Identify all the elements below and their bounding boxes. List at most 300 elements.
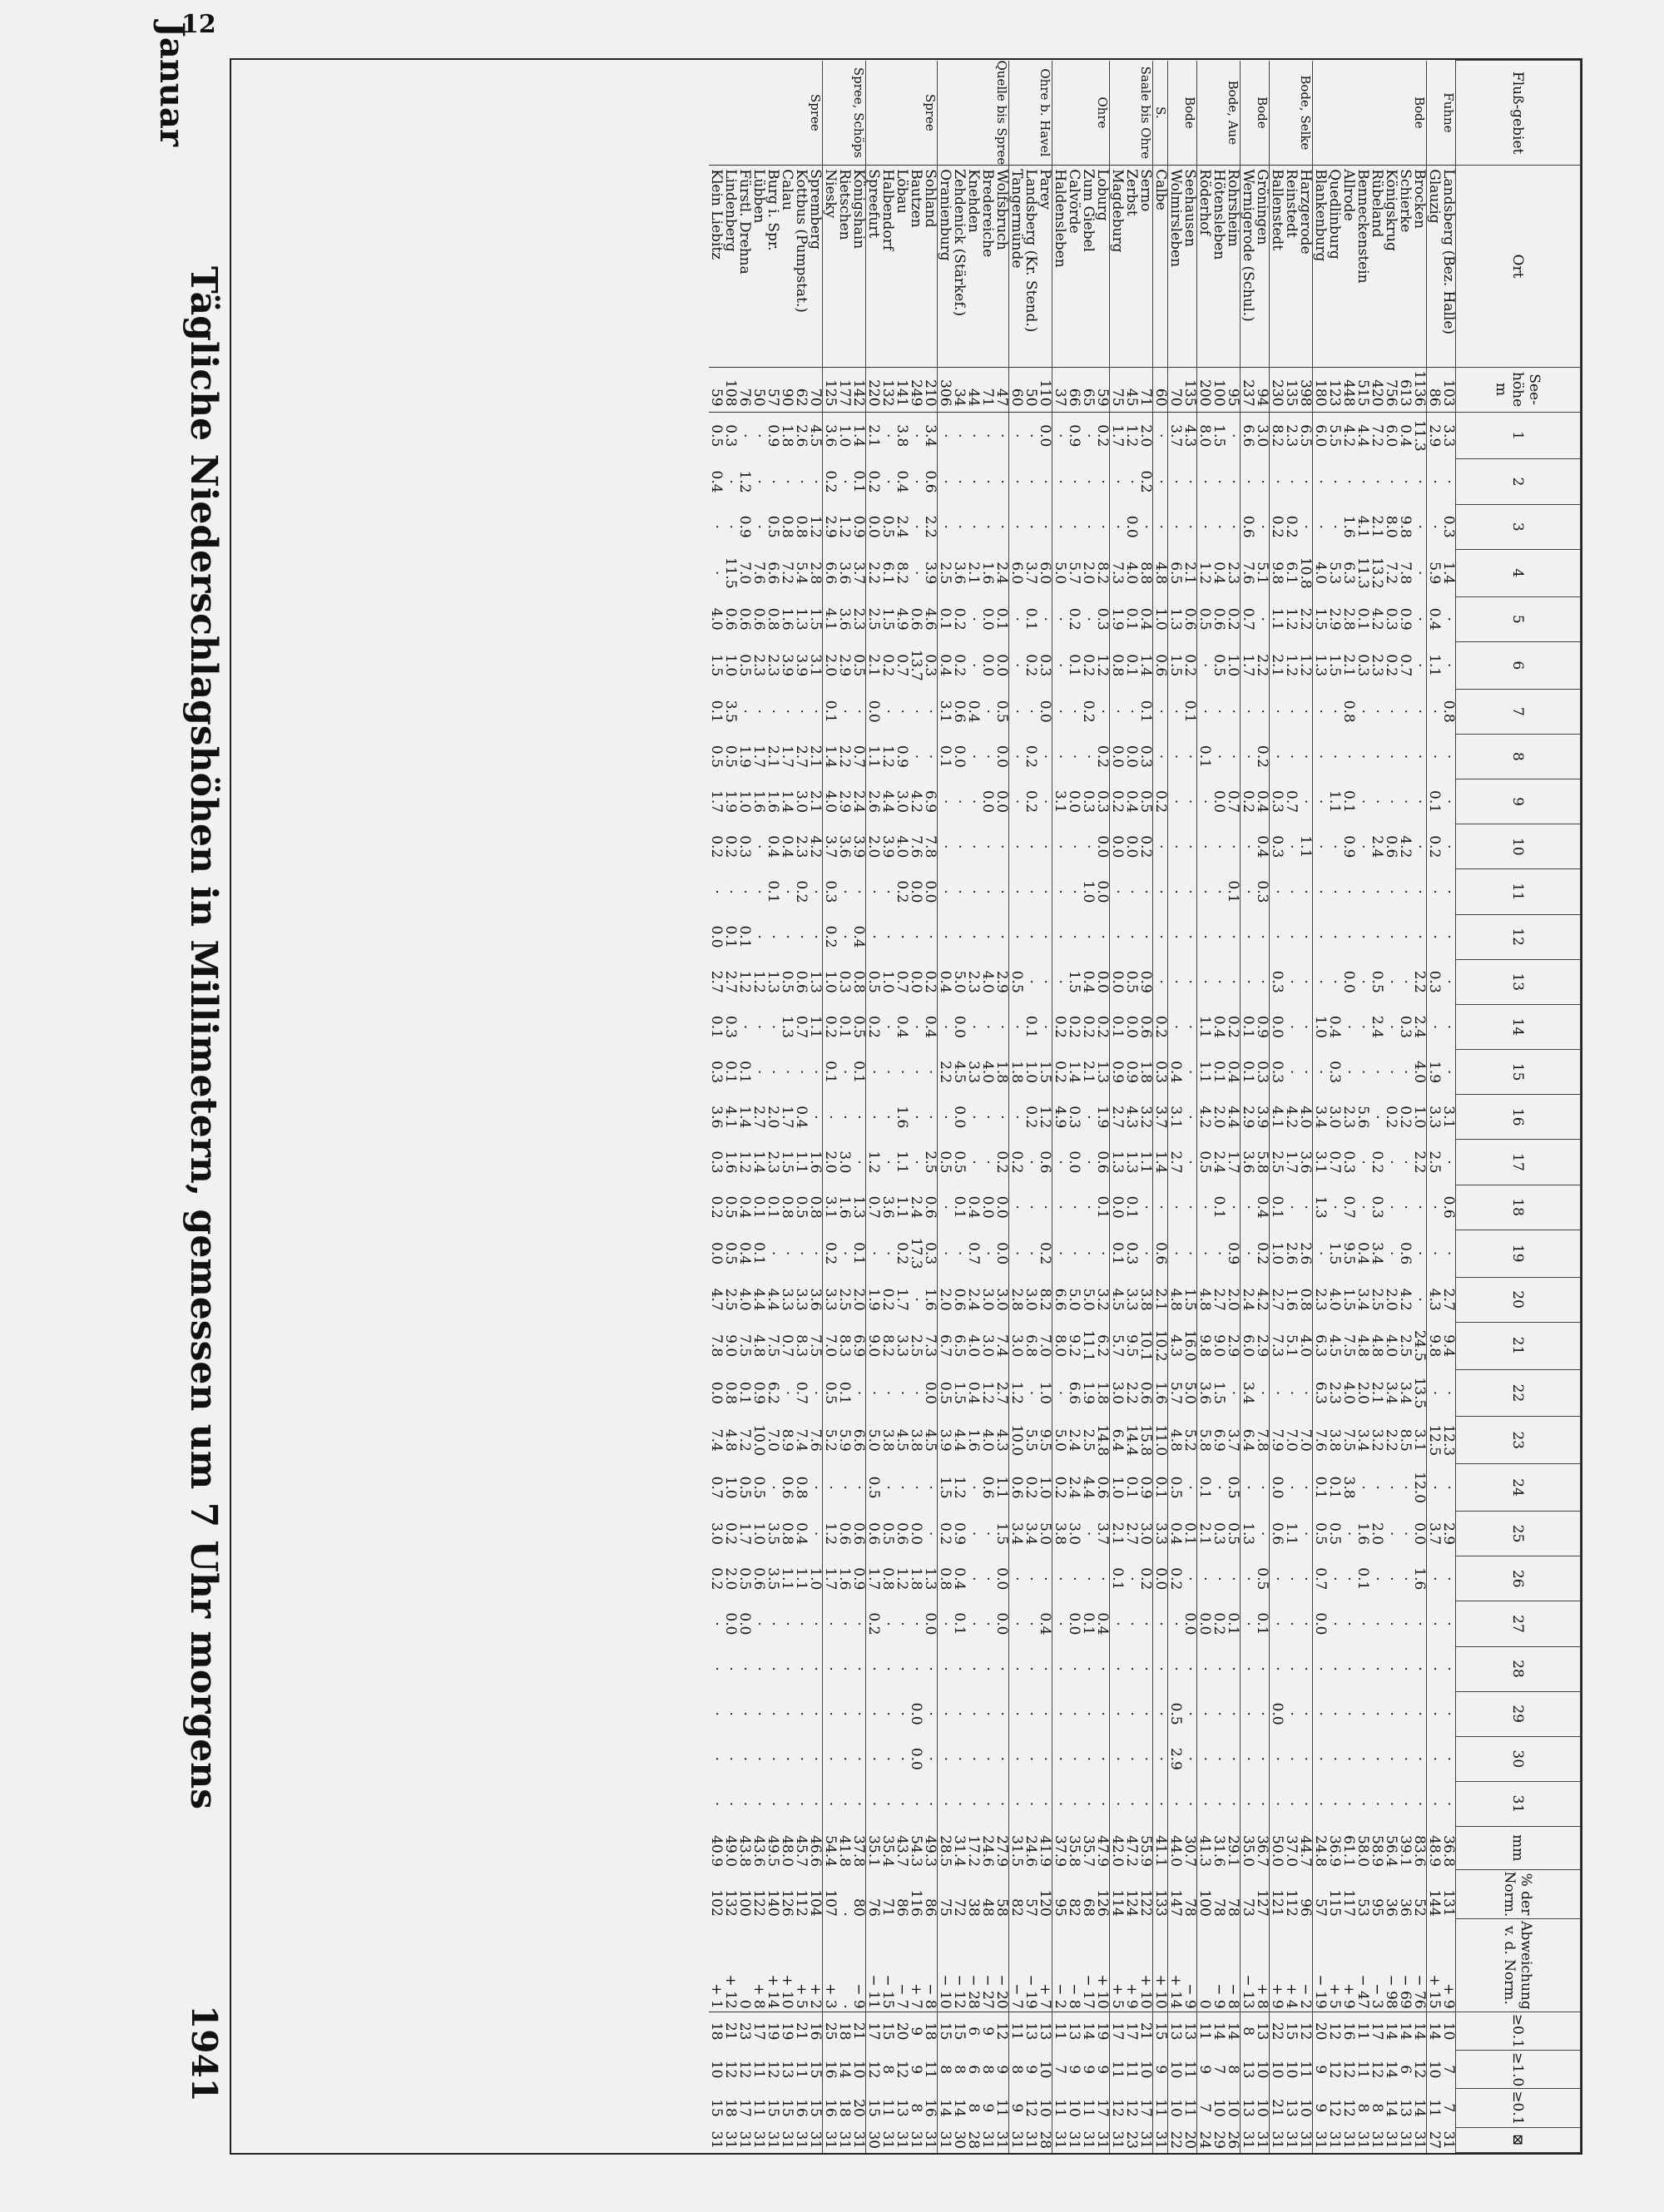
day-value: 4.3: [994, 1417, 1009, 1464]
day-value: 0.3: [1383, 607, 1399, 631]
day-value: 1.6: [722, 1151, 739, 1174]
day-value: ·: [1095, 914, 1110, 959]
day-value: ·: [1383, 1250, 1399, 1256]
day-value: ·: [979, 1250, 996, 1256]
day-value: ·: [994, 1004, 1009, 1049]
day-value: 1.1: [793, 1151, 810, 1174]
day-value: ·: [1226, 914, 1241, 959]
days-snow: 10: [1167, 2099, 1184, 2117]
day-value: ·: [793, 1801, 810, 1807]
percent-of-normal: 58: [994, 1869, 1009, 1919]
day-value: 3.8: [908, 1428, 924, 1452]
header-day-12: 12: [1456, 914, 1581, 959]
day-value: ·: [1397, 799, 1414, 804]
day-value: ·: [1153, 504, 1168, 549]
day-value: 6.5: [1298, 412, 1313, 459]
day-value: 0.3: [1211, 1522, 1227, 1546]
day-value: 0.2: [865, 470, 882, 493]
station-elevation: 76: [737, 367, 751, 412]
day-value: 2.2: [1412, 1140, 1427, 1185]
day-value: 1.7: [1240, 654, 1256, 677]
day-value: 3.7: [1023, 562, 1039, 585]
days-ge01: 15: [937, 2021, 953, 2041]
days-boxed: 31: [1080, 2130, 1097, 2150]
header-day-18: 18: [1456, 1185, 1581, 1230]
day-value: 0.5: [793, 1195, 810, 1219]
day-value: ·: [1383, 1621, 1399, 1626]
day-value: ·: [1211, 1250, 1227, 1256]
day-value: 0.8: [937, 1567, 953, 1591]
percent-of-normal: 124: [1123, 1889, 1140, 1917]
monthly-sum-mm: 48.0: [779, 1835, 795, 1868]
day-value: 4.8: [1167, 1288, 1184, 1311]
day-value: 4.0: [1383, 1334, 1399, 1358]
day-value: ·: [1412, 734, 1427, 779]
header-pct: % der Norm.: [1456, 1869, 1581, 1919]
day-value: 0.0: [1038, 689, 1052, 734]
day-value: ·: [1269, 1390, 1285, 1396]
days-snow: 7: [1196, 2103, 1213, 2113]
deviation-from-normal: − 8: [1226, 1919, 1241, 2012]
day-value: 0.2: [994, 1140, 1009, 1185]
station-elevation: 237: [1241, 367, 1255, 412]
day-value: ·: [1182, 869, 1197, 914]
flussgebiet-cell: [980, 61, 994, 166]
day-value: ·: [765, 1666, 781, 1671]
day-value: 0.3: [1153, 1050, 1168, 1095]
day-value: 3.0: [979, 1334, 996, 1358]
days-ge10: 7: [1052, 2065, 1068, 2075]
days-snow: 10: [1298, 2089, 1313, 2127]
day-value: 2.4: [1412, 1004, 1427, 1049]
day-value: ·: [1426, 1485, 1443, 1490]
day-value: 0.2: [1023, 745, 1039, 768]
station-elevation: 71: [980, 367, 994, 412]
day-value: ·: [1080, 1160, 1097, 1165]
day-value: ·: [1095, 1230, 1110, 1277]
day-value: ·: [793, 1756, 810, 1762]
day-value: ·: [1312, 1666, 1329, 1671]
day-value: 0.3: [923, 641, 938, 689]
day-value: ·: [879, 479, 896, 484]
day-value: 3.3: [822, 1288, 839, 1311]
day-value: 1.4: [1441, 549, 1456, 596]
day-value: 8.2: [1095, 549, 1110, 596]
day-value: ·: [1326, 1666, 1343, 1671]
deviation-from-normal: ·: [837, 1919, 851, 2012]
day-value: 2.3: [1326, 1381, 1343, 1404]
day-value: ·: [1397, 754, 1414, 760]
table-row: [1197, 61, 1212, 2153]
days-ge10: 11: [923, 2051, 938, 2089]
day-value: 1.1: [1426, 654, 1443, 677]
day-value: ·: [1354, 889, 1371, 894]
monthly-sum-mm: 31.4: [951, 1835, 968, 1868]
days-ge10: 9: [908, 2065, 924, 2075]
day-value: 1.2: [1008, 1381, 1025, 1404]
day-value: 0.6: [951, 700, 968, 723]
day-value: ·: [1023, 709, 1039, 714]
day-value: 0.5: [1196, 1151, 1213, 1174]
day-value: ·: [1182, 1556, 1197, 1601]
day-value: ·: [1269, 1621, 1285, 1626]
days-ge10: 7: [1441, 2051, 1456, 2089]
day-value: ·: [1038, 824, 1052, 869]
day-value: 12.3: [1441, 1417, 1456, 1464]
day-value: ·: [1383, 889, 1399, 894]
day-value: ·: [1023, 1666, 1039, 1671]
header-day-4: 4: [1456, 549, 1581, 596]
day-value: ·: [1240, 1621, 1256, 1626]
day-value: 0.3: [1269, 1061, 1285, 1084]
table-row: [938, 61, 953, 2153]
day-value: ·: [1369, 934, 1385, 939]
monthly-sum-mm: 42.0: [1109, 1835, 1126, 1868]
day-value: 4.3: [1167, 1334, 1184, 1358]
day-value: ·: [836, 1621, 853, 1626]
day-value: ·: [1326, 1756, 1343, 1762]
day-value: 0.3: [1426, 970, 1443, 993]
day-value: ·: [1298, 1691, 1313, 1736]
day-value: 0.4: [894, 470, 910, 493]
day-value: 15.8: [1138, 1417, 1153, 1464]
day-value: ·: [1023, 1160, 1039, 1165]
day-value: ·: [1283, 479, 1300, 484]
day-value: ·: [1283, 1390, 1300, 1396]
day-value: ·: [1138, 1781, 1153, 1826]
day-value: ·: [1326, 844, 1343, 849]
day-value: ·: [1354, 1485, 1371, 1490]
day-value: 0.4: [965, 1381, 982, 1404]
day-value: 3.2: [1095, 1277, 1110, 1322]
day-value: 1.5: [708, 654, 725, 677]
day-value: 0.7: [1312, 1567, 1329, 1591]
day-value: 0.5: [736, 654, 753, 677]
day-value: ·: [1008, 754, 1025, 760]
station-elevation: 57: [765, 367, 780, 412]
monthly-sum-mm: 30.7: [1182, 1827, 1197, 1870]
day-value: ·: [1255, 1512, 1270, 1556]
day-value: ·: [1226, 734, 1241, 779]
day-value: ·: [1211, 934, 1227, 939]
percent-of-normal: 48: [979, 1898, 996, 1917]
header-day-28: 28: [1456, 1646, 1581, 1691]
day-value: 0.1: [851, 1230, 866, 1277]
day-value: ·: [1211, 1711, 1227, 1716]
day-value: 3.0: [1008, 1334, 1025, 1358]
day-value: ·: [1240, 1756, 1256, 1762]
day-value: ·: [1340, 1711, 1357, 1716]
day-value: 2.7: [1109, 1106, 1126, 1129]
day-value: ·: [1196, 844, 1213, 849]
days-ge01: 17: [1123, 2021, 1140, 2041]
day-value: ·: [1196, 663, 1213, 668]
day-value: 0.1: [765, 1195, 781, 1219]
day-value: ·: [1182, 1646, 1197, 1691]
day-value: ·: [1426, 1756, 1443, 1762]
day-value: ·: [1038, 596, 1052, 641]
day-value: 2.7: [793, 745, 810, 768]
day-value: 1.0: [1312, 1015, 1329, 1038]
day-value: 0.8: [879, 1567, 896, 1591]
day-value: ·: [923, 1781, 938, 1826]
days-ge01: 19: [1095, 2012, 1110, 2050]
days-boxed: 31: [822, 2130, 839, 2150]
day-value: 2.1: [865, 654, 882, 677]
deviation-from-normal: − 7: [894, 1919, 909, 2012]
day-value: 0.5: [722, 1242, 739, 1265]
day-value: 0.3: [1269, 835, 1285, 859]
day-value: ·: [1369, 1666, 1385, 1671]
day-value: 1.2: [1196, 562, 1213, 585]
flussgebiet-cell: [1023, 61, 1038, 166]
day-value: 7.8: [923, 824, 938, 869]
day-value: 0.4: [1167, 1522, 1184, 1546]
days-ge10: 11: [1354, 2060, 1371, 2079]
day-value: 4.1: [722, 1106, 739, 1129]
flussgebiet-cell: [1313, 61, 1328, 166]
day-value: ·: [1255, 459, 1270, 504]
day-value: 0.8: [722, 1381, 739, 1404]
day-value: 3.8: [1326, 1428, 1343, 1452]
day-value: 0.6: [1383, 835, 1399, 859]
day-value: ·: [822, 1801, 839, 1807]
day-value: 2.1: [865, 424, 882, 448]
day-value: ·: [908, 571, 924, 576]
days-ge10: 9: [1066, 2065, 1082, 2075]
percent-of-normal: 112: [1283, 1889, 1300, 1917]
day-value: ·: [1153, 1646, 1168, 1691]
day-value: ·: [750, 1756, 767, 1762]
day-value: 1.1: [1283, 1522, 1300, 1546]
day-value: ·: [1240, 479, 1256, 484]
day-value: ·: [1340, 1024, 1357, 1030]
day-value: ·: [1312, 799, 1329, 804]
day-value: 2.2: [865, 562, 882, 585]
day-value: 2.9: [994, 959, 1009, 1004]
day-value: 0.1: [1340, 790, 1357, 814]
day-value: 1.8: [994, 1050, 1009, 1095]
day-value: 2.0: [765, 1106, 781, 1129]
day-value: 0.2: [1109, 790, 1126, 814]
day-value: 0.5: [1226, 1464, 1241, 1512]
header-day-14: 14: [1456, 1004, 1581, 1049]
day-value: 0.5: [708, 745, 725, 768]
day-value: ·: [865, 1801, 882, 1807]
day-value: 9.4: [1441, 1322, 1456, 1369]
header-boxed: ⊠: [1456, 2127, 1581, 2152]
day-value: 0.1: [1123, 654, 1140, 677]
day-value: 3.6: [808, 1277, 823, 1322]
day-value: ·: [708, 524, 725, 529]
flussgebiet-cell: Ohre: [1095, 61, 1110, 166]
days-boxed: 31: [1008, 2130, 1025, 2150]
station-elevation: 59: [709, 367, 723, 412]
days-ge10: 11: [1109, 2060, 1126, 2079]
days-ge10: 14: [836, 2060, 853, 2079]
day-value: 0.5: [1196, 607, 1213, 631]
days-ge10: 10: [1167, 2060, 1184, 2079]
days-boxed: 31: [937, 2130, 953, 2150]
day-value: 2.2: [836, 745, 853, 768]
day-value: 0.4: [965, 700, 982, 723]
days-ge10: 11: [750, 2060, 767, 2079]
header-day-1: 1: [1456, 412, 1581, 459]
day-value: 1.4: [1066, 1061, 1082, 1084]
days-boxed: 31: [1441, 2127, 1456, 2152]
flussgebiet-cell: [1081, 61, 1095, 166]
day-value: 0.6: [851, 1512, 866, 1556]
flussgebiet-cell: Ohre b. Havel: [1038, 61, 1052, 166]
day-value: 4.4: [879, 790, 896, 814]
day-value: 0.4: [1255, 824, 1270, 869]
day-value: ·: [1441, 641, 1456, 689]
day-value: ·: [979, 1531, 996, 1537]
day-value: 0.0: [979, 1195, 996, 1219]
day-value: ·: [1182, 1004, 1197, 1049]
day-value: ·: [1196, 1205, 1213, 1210]
day-value: 1.7: [779, 1106, 795, 1129]
percent-of-normal: 120: [1038, 1869, 1052, 1919]
flussgebiet-cell: [1398, 61, 1412, 166]
day-value: ·: [1298, 869, 1313, 914]
station-name: Glauzig: [1427, 166, 1442, 367]
day-value: ·: [1312, 709, 1329, 714]
day-value: 3.0: [994, 1277, 1009, 1322]
header-day-5: 5: [1456, 596, 1581, 641]
station-elevation: 180: [1313, 367, 1328, 412]
day-value: ·: [894, 1621, 910, 1626]
day-value: 0.2: [1052, 1015, 1068, 1038]
days-ge10: 10: [708, 2060, 725, 2079]
day-value: 2.3: [765, 1151, 781, 1174]
day-value: ·: [908, 1801, 924, 1807]
day-value: ·: [779, 1621, 795, 1626]
day-value: ·: [908, 1485, 924, 1490]
day-value: 0.1: [736, 925, 753, 948]
day-value: 1.1: [1196, 1061, 1213, 1084]
day-value: ·: [879, 889, 896, 894]
day-value: 0.1: [836, 1015, 853, 1038]
day-value: ·: [951, 1756, 968, 1762]
deviation-from-normal: − 9: [1182, 1919, 1197, 2012]
day-value: ·: [965, 1801, 982, 1807]
station-elevation: 94: [1255, 367, 1270, 412]
day-value: 4.2: [1196, 1106, 1213, 1129]
day-value: ·: [708, 571, 725, 576]
days-snow: 16: [822, 2099, 839, 2117]
day-value: 7.4: [793, 1428, 810, 1452]
day-value: ·: [765, 1069, 781, 1075]
day-value: 3.1: [1412, 1417, 1427, 1464]
day-value: ·: [937, 524, 953, 529]
day-value: ·: [750, 524, 767, 529]
day-value: 0.6: [1153, 1230, 1168, 1277]
days-boxed: 31: [736, 2130, 753, 2150]
day-value: ·: [937, 1756, 953, 1762]
days-ge10: 9: [1095, 2051, 1110, 2089]
percent-of-normal: 107: [822, 1889, 839, 1917]
days-ge10: 9: [994, 2051, 1009, 2089]
day-value: 0.0: [1038, 412, 1052, 459]
day-value: 5.0: [951, 970, 968, 993]
flussgebiet-cell: [709, 61, 723, 166]
day-value: ·: [836, 889, 853, 894]
days-snow: 15: [765, 2099, 781, 2117]
day-value: ·: [851, 1464, 866, 1512]
flussgebiet-cell: [1124, 61, 1138, 166]
day-value: 0.0: [1109, 745, 1126, 768]
day-value: 0.1: [1196, 1476, 1213, 1499]
day-value: ·: [822, 1485, 839, 1490]
days-boxed: 31: [923, 2127, 938, 2152]
days-ge01: 14: [1211, 2021, 1227, 2041]
days-boxed: 31: [1138, 2127, 1153, 2152]
day-value: ·: [1312, 1069, 1329, 1075]
day-value: ·: [1255, 959, 1270, 1004]
day-value: 12.0: [1412, 1464, 1427, 1512]
days-ge10: 10: [1283, 2060, 1300, 2079]
day-value: 0.0: [951, 1015, 968, 1038]
day-value: ·: [1123, 1666, 1140, 1671]
day-value: ·: [808, 1230, 823, 1277]
day-value: 1.7: [736, 1522, 753, 1546]
day-value: ·: [1441, 1601, 1456, 1646]
flussgebiet-cell: Spree: [808, 61, 823, 166]
day-value: 0.1: [994, 596, 1009, 641]
day-value: ·: [708, 889, 725, 894]
day-value: ·: [1052, 524, 1068, 529]
day-value: ·: [1052, 1250, 1068, 1256]
day-value: 0.3: [836, 970, 853, 993]
day-value: 7.5: [1340, 1334, 1357, 1358]
day-value: 1.2: [1298, 641, 1313, 689]
day-value: 0.1: [1182, 689, 1197, 734]
day-value: ·: [1066, 709, 1082, 714]
day-value: 0.5: [1369, 970, 1385, 993]
day-value: ·: [750, 1069, 767, 1075]
monthly-sum-mm: 43.7: [894, 1835, 910, 1868]
day-value: 0.0: [908, 1522, 924, 1546]
day-value: 0.4: [937, 970, 953, 993]
day-value: 2.5: [836, 1288, 853, 1311]
day-value: ·: [965, 934, 982, 939]
day-value: 6.3: [1340, 562, 1357, 585]
day-value: 1.3: [1312, 1195, 1329, 1219]
day-value: ·: [1441, 824, 1456, 869]
days-ge01: 11: [1008, 2021, 1025, 2041]
days-ge10: 11: [793, 2060, 810, 2079]
day-value: ·: [1397, 1485, 1414, 1490]
day-value: 0.5: [937, 1151, 953, 1174]
days-ge10: 8: [879, 2065, 896, 2075]
day-value: ·: [951, 1801, 968, 1807]
day-value: 4.2: [808, 824, 823, 869]
day-value: ·: [1283, 1711, 1300, 1716]
day-value: 0.1: [1354, 607, 1371, 631]
day-value: 0.2: [1269, 515, 1285, 538]
day-value: ·: [937, 1621, 953, 1626]
day-value: 7.5: [1340, 1428, 1357, 1452]
monthly-sum-mm: 37.0: [1283, 1835, 1300, 1868]
day-value: ·: [1298, 914, 1313, 959]
day-value: 0.5: [865, 1476, 882, 1499]
day-value: 0.0: [1109, 835, 1126, 859]
days-ge10: 9: [1153, 2051, 1168, 2089]
station-elevation: 448: [1341, 367, 1355, 412]
day-value: 0.9: [851, 504, 866, 549]
day-value: 8.2: [1269, 424, 1285, 448]
